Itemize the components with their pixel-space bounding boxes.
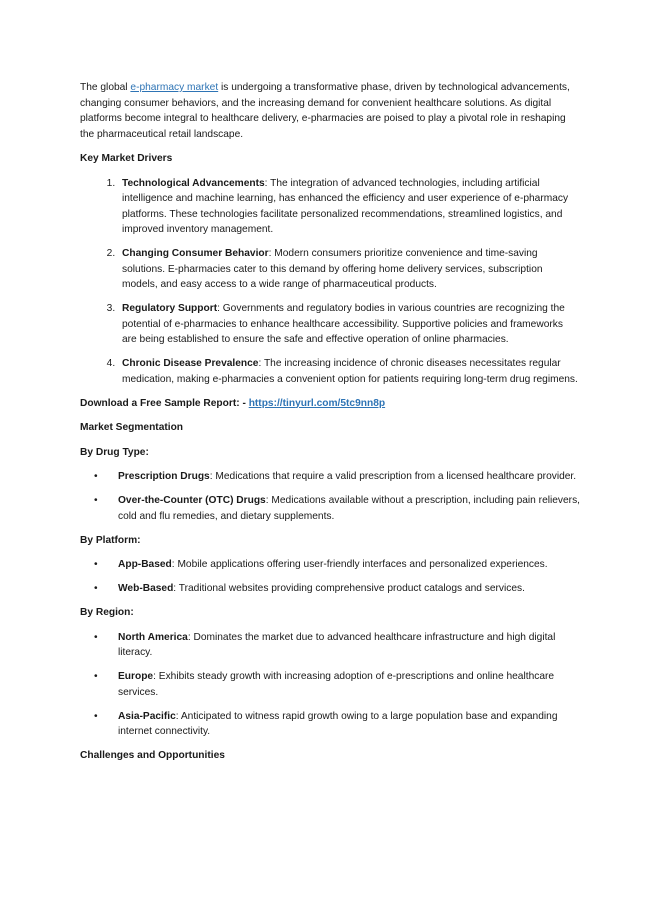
bullet-icon: •: [94, 631, 98, 643]
bullet-icon: •: [94, 583, 98, 594]
bullet-icon: •: [94, 495, 98, 506]
item-title: Asia-Pacific: [118, 710, 176, 722]
download-sample-line: [80, 396, 580, 412]
item-text: : Anticipated to witness rapid growth owing to a large population base and expanding internet connectivity.: [118, 710, 558, 737]
driver-text: : Governments and regulatory bodies in various countries are recognizing the potential of e-pharmacies to enhance healthcare accessibility. Supportive policies and frameworks are being established to ensure the safe and effective operation of online pharmacies.: [122, 303, 565, 345]
driver-item: [118, 301, 580, 348]
driver-text: : The integration of advanced technologies, including artificial intelligence and machine learning, has enhanced the efficiency and user experience of e-pharmacy platforms. These technologies facilitate personalized recommendations, streamlined logistics, and improved inventory management.: [122, 177, 569, 235]
by-drug-type-heading: By Drug Type:: [80, 446, 149, 458]
driver-item: [118, 246, 580, 293]
bullet-icon: •: [94, 671, 98, 682]
item-text: : Exhibits steady growth with increasing adoption of e-prescriptions and online healthcare services.: [118, 671, 555, 698]
list-item: [94, 709, 580, 740]
item-title: Over-the-Counter (OTC) Drugs: [118, 495, 266, 506]
driver-title: Chronic Disease Prevalence: [122, 358, 259, 369]
item-text: : Medications that require a valid prescription from a licensed healthcare provider.: [209, 471, 577, 482]
item-title: Prescription Drugs: [118, 471, 210, 482]
bullet-icon: •: [94, 710, 98, 722]
driver-item: [118, 176, 580, 238]
download-label: Download a Free Sample Report: -: [80, 397, 249, 409]
item-text: : Dominates the market due to advanced healthcare infrastructure and high digital literacy.: [118, 631, 556, 658]
list-item: [94, 630, 580, 661]
item-title: Web-Based: [118, 583, 174, 594]
item-title: North America: [118, 631, 188, 643]
document-page: [80, 80, 580, 773]
bullet-icon: •: [94, 559, 98, 570]
list-item: [94, 557, 580, 573]
challenges-heading: Challenges and Opportunities: [80, 750, 225, 761]
driver-text: : Modern consumers prioritize convenience and time-saving solutions. E-pharmacies cater to this demand by offering home delivery services, subscription models, and easy access to a wide range of pharmaceutical products.: [122, 248, 543, 290]
by-platform-heading: By Platform:: [80, 534, 141, 546]
list-item: [94, 669, 580, 700]
sample-report-link[interactable]: https://tinyurl.com/5tc9nn8p: [248, 397, 386, 409]
item-text: : Traditional websites providing comprehensive product catalogs and services.: [173, 583, 525, 594]
intro-prefix: The global: [80, 82, 131, 93]
driver-item: [118, 356, 580, 387]
bullet-icon: •: [94, 471, 98, 482]
region-list: [80, 630, 580, 740]
driver-title: Technological Advancements: [122, 177, 265, 189]
item-title: App-Based: [118, 559, 172, 570]
key-market-drivers-heading: Key Market Drivers: [80, 153, 173, 164]
drivers-list: [80, 176, 580, 388]
drug-type-list: [80, 469, 580, 524]
list-item: [94, 469, 580, 485]
item-title: Europe: [118, 671, 154, 682]
list-item: [94, 581, 580, 597]
list-item: [94, 493, 580, 524]
platform-list: [80, 557, 580, 597]
item-text: : Mobile applications offering user-friendly interfaces and personalized experiences.: [171, 559, 548, 570]
item-text: : Medications available without a prescription, including pain relievers, cold and flu remedies, and dietary supplements.: [118, 495, 580, 522]
market-segmentation-heading: Market Segmentation: [80, 422, 184, 433]
driver-text: : The increasing incidence of chronic diseases necessitates regular medication, making e-pharmacies a convenient option for patients requiring long-term drug regimens.: [122, 358, 578, 385]
by-region-heading: By Region:: [80, 607, 134, 618]
e-pharmacy-market-link[interactable]: e-pharmacy market: [130, 82, 219, 93]
driver-title: Regulatory Support: [122, 303, 218, 314]
intro-paragraph: [80, 80, 580, 142]
driver-title: Changing Consumer Behavior: [122, 248, 269, 259]
intro-suffix: is undergoing a transformative phase, driven by technological advancements, changing consumer behaviors, and the increasing demand for convenient healthcare solutions. As digital platforms become integral to healthcare delivery, e-pharmacies are poised to play a pivotal role in reshaping the pharmaceutical retail landscape.: [80, 82, 570, 140]
